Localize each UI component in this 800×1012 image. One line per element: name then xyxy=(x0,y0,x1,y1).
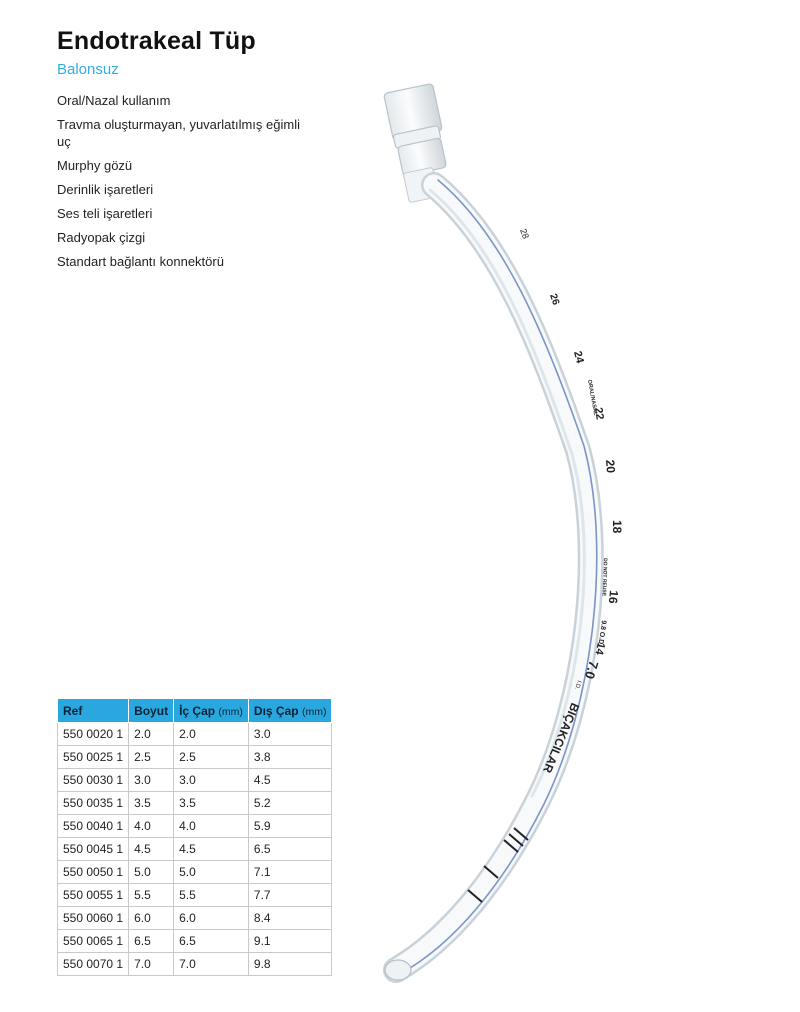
cell-boyut: 3.5 xyxy=(129,792,174,815)
page-subtitle: Balonsuz xyxy=(57,61,119,78)
cell-ic-cap: 2.5 xyxy=(174,746,249,769)
depth-mark-24: 24 xyxy=(571,349,586,365)
tube-body xyxy=(396,180,597,974)
header-dis-cap xyxy=(248,699,332,723)
table-row xyxy=(58,953,332,976)
feature-item: Ses teli işaretleri xyxy=(57,206,153,221)
cell-boyut: 5.5 xyxy=(129,884,174,907)
cell-ref: 550 0040 1 xyxy=(58,815,129,838)
tube-tip-icon xyxy=(385,960,411,980)
cell-ref: 550 0060 1 xyxy=(58,907,129,930)
cell-dis-cap: 8.4 xyxy=(248,907,332,930)
cell-ic-cap: 4.5 xyxy=(174,838,249,861)
cell-ref: 550 0035 1 xyxy=(58,792,129,815)
header-unit: (mm) xyxy=(301,705,327,718)
id-mark: I.D. xyxy=(572,679,582,691)
cell-boyut: 3.0 xyxy=(129,769,174,792)
brand-mark: BIÇAKCILAR xyxy=(540,700,583,776)
cell-ref: 550 0070 1 xyxy=(58,953,129,976)
cell-ic-cap: 3.5 xyxy=(174,792,249,815)
endotracheal-tube-image xyxy=(370,80,690,990)
depth-mark-14: 14 xyxy=(592,641,607,656)
cell-ic-cap: 7.0 xyxy=(174,953,249,976)
depth-mark-28: 28 xyxy=(518,227,531,241)
depth-mark-22: 22 xyxy=(592,406,606,421)
depth-mark-26: 26 xyxy=(547,292,562,307)
feature-list xyxy=(57,92,317,277)
cell-boyut: 6.5 xyxy=(129,930,174,953)
cell-dis-cap: 9.1 xyxy=(248,930,332,953)
cell-ref: 550 0045 1 xyxy=(58,838,129,861)
feature-item: Murphy gözü xyxy=(57,158,133,173)
do-not-reuse-mark: DO NOT REUSE xyxy=(600,557,608,597)
header-ref: Ref xyxy=(58,699,129,723)
header-dis-cap-label: Dış Çap xyxy=(253,703,299,718)
feature-item: Derinlik işaretleri xyxy=(57,182,154,197)
header-ic-cap-label: İç Çap xyxy=(179,703,216,718)
cell-ic-cap: 2.0 xyxy=(174,723,249,746)
table-row xyxy=(58,815,332,838)
table-row xyxy=(58,838,332,861)
feature-item: Travma oluşturmayan, yuvarlatılmış eğimli uç xyxy=(57,117,300,149)
cell-dis-cap: 5.2 xyxy=(248,792,332,815)
size-mark: 7.0 xyxy=(581,659,602,681)
cell-ic-cap: 3.0 xyxy=(174,769,249,792)
page-title: Endotrakeal Tüp xyxy=(57,27,256,55)
cell-ic-cap: 6.0 xyxy=(174,907,249,930)
table-header-row xyxy=(58,699,332,723)
oral-nasal-mark: ORAL/NASAL xyxy=(586,379,599,416)
header-ic-cap xyxy=(174,699,249,723)
cell-dis-cap: 3.8 xyxy=(248,746,332,769)
cell-ic-cap: 5.5 xyxy=(174,884,249,907)
od-mark: 9.8 O.D. xyxy=(596,619,607,647)
cell-dis-cap: 7.1 xyxy=(248,861,332,884)
cell-boyut: 2.0 xyxy=(129,723,174,746)
cell-boyut: 7.0 xyxy=(129,953,174,976)
table-row xyxy=(58,907,332,930)
cell-ref: 550 0055 1 xyxy=(58,884,129,907)
depth-mark-20: 20 xyxy=(603,459,618,474)
cell-boyut: 4.5 xyxy=(129,838,174,861)
cell-ref: 550 0025 1 xyxy=(58,746,129,769)
table-row xyxy=(58,930,332,953)
product-table xyxy=(57,698,332,976)
cell-dis-cap: 9.8 xyxy=(248,953,332,976)
table-row xyxy=(58,884,332,907)
cell-ref: 550 0020 1 xyxy=(58,723,129,746)
table-row xyxy=(58,723,332,746)
feature-item: Oral/Nazal kullanım xyxy=(57,93,171,108)
header-boyut: Boyut xyxy=(129,699,174,723)
cell-ref: 550 0050 1 xyxy=(58,861,129,884)
cell-boyut: 5.0 xyxy=(129,861,174,884)
header-unit: (mm) xyxy=(218,705,243,718)
cell-dis-cap: 6.5 xyxy=(248,838,332,861)
cell-ic-cap: 6.5 xyxy=(174,930,249,953)
cell-ic-cap: 4.0 xyxy=(174,815,249,838)
cell-dis-cap: 7.7 xyxy=(248,884,332,907)
cell-boyut: 6.0 xyxy=(129,907,174,930)
cell-dis-cap: 4.5 xyxy=(248,769,332,792)
table-row xyxy=(58,746,332,769)
feature-item: Radyopak çizgi xyxy=(57,230,146,245)
cell-boyut: 2.5 xyxy=(129,746,174,769)
feature-item: Standart bağlantı konnektörü xyxy=(57,254,224,269)
cell-ref: 550 0065 1 xyxy=(58,930,129,953)
cell-ic-cap: 5.0 xyxy=(174,861,249,884)
table-row xyxy=(58,792,332,815)
table-row xyxy=(58,861,332,884)
depth-mark-16: 16 xyxy=(605,589,621,605)
cell-ref: 550 0030 1 xyxy=(58,769,129,792)
depth-mark-18: 18 xyxy=(610,520,624,534)
cell-dis-cap: 5.9 xyxy=(248,815,332,838)
table-row xyxy=(58,769,332,792)
cell-dis-cap: 3.0 xyxy=(248,723,332,746)
cell-boyut: 4.0 xyxy=(129,815,174,838)
